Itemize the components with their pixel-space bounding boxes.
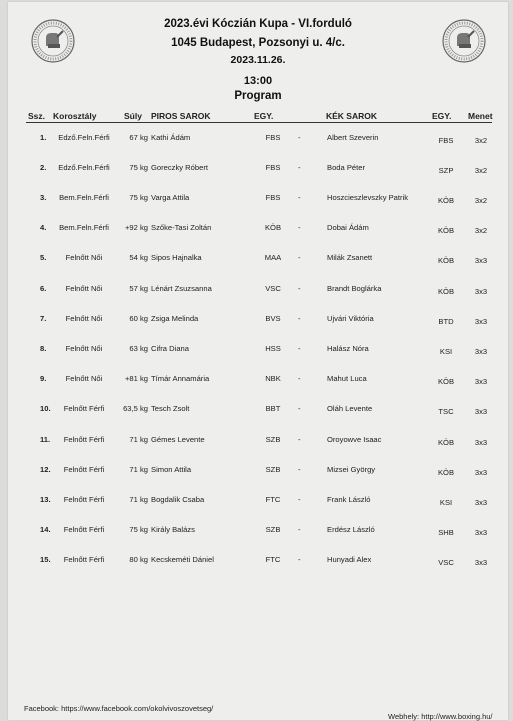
- row-suly: 57 kg: [129, 283, 148, 293]
- row-number: 12.: [40, 464, 51, 474]
- event-title: 2023.évi Kóczián Kupa - VI.forduló: [164, 18, 352, 30]
- row-dash: -: [298, 373, 301, 383]
- row-blue-club: KÖB: [437, 467, 455, 477]
- row-blue-club: KSI: [439, 346, 453, 356]
- row-number: 6.: [40, 283, 47, 293]
- row-dash: -: [298, 404, 301, 414]
- table-row: [26, 374, 492, 388]
- row-number: 8.: [40, 343, 47, 353]
- row-suly: 80 kg: [129, 554, 148, 564]
- row-red-fighter: Sipos Hajnalka: [151, 253, 202, 263]
- row-dash: -: [298, 434, 301, 444]
- row-red-fighter: Goreczky Róbert: [151, 163, 208, 173]
- table-row: [26, 193, 492, 207]
- row-red-club: BVS: [265, 313, 281, 323]
- row-suly: 75 kg: [129, 524, 148, 534]
- row-number: 9.: [40, 373, 47, 383]
- row-red-fighter: Simon Attila: [151, 464, 192, 474]
- row-red-fighter: Lénárt Zsuzsanna: [151, 283, 212, 293]
- row-number: 2.: [40, 163, 47, 173]
- row-korosztaly: Felnőtt Férfi: [63, 554, 105, 564]
- row-number: 4.: [40, 223, 47, 233]
- row-blue-club: FBS: [438, 136, 454, 145]
- row-dash: -: [298, 343, 301, 353]
- row-red-fighter: Cifra Diana: [151, 343, 189, 353]
- program-heading: Program: [234, 90, 282, 102]
- row-red-fighter: Zsiga Melinda: [151, 313, 199, 323]
- row-dash: -: [298, 494, 301, 504]
- row-dash: -: [298, 223, 301, 233]
- row-red-club: SZB: [265, 464, 281, 474]
- row-korosztaly: Edző.Feln.Férfi: [58, 163, 110, 173]
- table-row: [26, 404, 492, 418]
- row-red-club: HSS: [265, 343, 281, 353]
- table-row: [26, 344, 492, 358]
- row-number: 3.: [40, 193, 47, 203]
- row-blue-fighter: Halász Nóra: [327, 343, 369, 353]
- row-blue-fighter: Hoszcieszlevszky Patrik: [327, 193, 409, 203]
- row-dash: -: [298, 524, 301, 534]
- row-red-fighter: Szőke-Tasi Zoltán: [151, 223, 212, 233]
- footer-facebook: Facebook: https://www.facebook.com/okolvivoszovetseg/: [24, 704, 214, 713]
- column-ssz: Ssz.: [28, 111, 46, 121]
- row-menet: 3x3: [474, 467, 488, 477]
- row-blue-club: KÖB: [437, 226, 455, 236]
- row-blue-fighter: Dobai Ádám: [327, 223, 369, 233]
- row-red-fighter: Tesch Zsolt: [151, 404, 190, 414]
- table-row: [26, 435, 492, 449]
- row-blue-club: KÖB: [437, 286, 455, 296]
- row-korosztaly: Felnőtt Női: [65, 283, 103, 293]
- row-number: 14.: [40, 524, 51, 534]
- row-menet: 3x3: [474, 557, 488, 567]
- row-red-club: FTC: [265, 554, 281, 564]
- row-number: 7.: [40, 313, 47, 323]
- event-date: 2023.11.26.: [230, 54, 286, 66]
- row-dash: -: [298, 554, 301, 564]
- row-blue-fighter: Ujvári Viktória: [327, 313, 374, 323]
- row-blue-club: KÖB: [437, 376, 455, 386]
- row-red-club: KÖB: [264, 223, 282, 233]
- row-suly: 71 kg: [129, 494, 148, 504]
- row-menet: 3x2: [474, 196, 488, 206]
- row-dash: -: [298, 253, 301, 263]
- row-suly: 75 kg: [129, 193, 148, 203]
- row-red-club: FBS: [265, 193, 281, 203]
- row-number: 11.: [40, 434, 51, 444]
- row-red-fighter: Kecskeméti Dániel: [151, 554, 214, 564]
- row-blue-fighter: Boda Péter: [327, 163, 365, 173]
- table-row: [26, 495, 492, 509]
- row-menet: 3x3: [474, 407, 488, 417]
- row-blue-fighter: Mizsei György: [327, 464, 376, 474]
- row-blue-club: KÖB: [437, 196, 455, 206]
- table-row: [26, 555, 492, 569]
- row-korosztaly: Bem.Feln.Férfi: [59, 193, 109, 203]
- row-suly: +81 kg: [124, 373, 148, 383]
- row-blue-fighter: Albert Szeverin: [327, 133, 379, 142]
- row-blue-fighter: Oláh Levente: [327, 404, 373, 414]
- row-red-club: FBS: [265, 163, 281, 173]
- row-number: 13.: [40, 494, 51, 504]
- row-blue-club: KÖB: [437, 256, 455, 266]
- row-blue-club: BTD: [438, 316, 454, 326]
- row-menet: 3x2: [474, 136, 488, 145]
- document-sheet: [8, 2, 508, 720]
- row-blue-club: TSC: [438, 407, 454, 417]
- row-blue-fighter: Milák Zsanett: [327, 253, 373, 263]
- row-korosztaly: Felnőtt Női: [65, 373, 103, 383]
- row-suly: 63,5 kg: [123, 404, 148, 414]
- row-blue-fighter: Oroyowve Isaac: [327, 434, 382, 444]
- row-korosztaly: Felnőtt Női: [65, 313, 103, 323]
- row-menet: 3x2: [474, 226, 488, 236]
- row-menet: 3x3: [474, 527, 488, 537]
- event-time: 13:00: [243, 75, 273, 87]
- row-menet: 3x3: [474, 316, 488, 326]
- column-egy-blue: EGY.: [432, 111, 452, 121]
- row-dash: -: [298, 193, 301, 203]
- row-red-club: FTC: [265, 494, 281, 504]
- column-piros-sarok: PIROS SAROK: [151, 111, 211, 121]
- row-dash: -: [298, 163, 301, 173]
- row-korosztaly: Felnőtt Női: [65, 343, 103, 353]
- column-korosztaly: Korosztály: [53, 111, 97, 121]
- row-red-fighter: Kathi Ádám: [151, 133, 191, 142]
- row-blue-club: VSC: [438, 557, 454, 567]
- row-number: 15.: [40, 554, 51, 564]
- row-dash: -: [298, 283, 301, 293]
- row-blue-club: KÖB: [437, 437, 455, 447]
- row-menet: 3x3: [474, 346, 488, 356]
- row-korosztaly: Felnőtt Férfi: [63, 464, 105, 474]
- row-red-fighter: Bogdalik Csaba: [151, 494, 205, 504]
- row-korosztaly: Felnőtt Férfi: [63, 494, 105, 504]
- row-suly: 75 kg: [129, 163, 148, 173]
- table-row: [26, 314, 492, 328]
- row-red-club: VSC: [265, 283, 281, 293]
- row-menet: 3x3: [474, 497, 488, 507]
- row-menet: 3x3: [474, 286, 488, 296]
- row-red-club: SZB: [265, 524, 281, 534]
- row-number: 10.: [40, 404, 51, 414]
- row-suly: 71 kg: [129, 434, 148, 444]
- table-row: [26, 465, 492, 479]
- row-suly: 67 kg: [129, 133, 148, 142]
- row-menet: 3x3: [474, 437, 488, 447]
- row-menet: 3x2: [474, 166, 488, 176]
- row-blue-fighter: Hunyadi Alex: [327, 554, 372, 564]
- row-suly: 71 kg: [129, 464, 148, 474]
- row-number: 1.: [40, 133, 47, 142]
- row-korosztaly: Felnőtt Férfi: [63, 524, 105, 534]
- row-korosztaly: Felnőtt Férfi: [63, 434, 105, 444]
- event-address: 1045 Budapest, Pozsonyi u. 4/c.: [171, 37, 345, 49]
- row-blue-club: KSI: [439, 497, 453, 507]
- row-red-fighter: Varga Attila: [151, 193, 190, 203]
- footer-webhely: Webhely: http://www.boxing.hu/: [388, 712, 493, 721]
- table-row: [26, 253, 492, 267]
- row-red-club: SZB: [265, 434, 281, 444]
- row-korosztaly: Edző.Feln.Férfi: [58, 133, 110, 142]
- row-blue-fighter: Mahut Luca: [327, 373, 367, 383]
- row-red-club: FBS: [265, 133, 281, 142]
- row-suly: 60 kg: [129, 313, 148, 323]
- table-row: [26, 223, 492, 237]
- row-menet: 3x3: [474, 376, 488, 386]
- row-suly: +92 kg: [124, 223, 148, 233]
- row-blue-club: SZP: [438, 166, 454, 176]
- row-blue-fighter: Frank László: [327, 494, 371, 504]
- row-red-fighter: Tímár Annamária: [151, 373, 210, 383]
- row-dash: -: [298, 133, 301, 142]
- row-blue-club: SHB: [438, 527, 454, 537]
- row-korosztaly: Felnőtt Férfi: [63, 404, 105, 414]
- table-row: [26, 163, 492, 177]
- row-menet: 3x3: [474, 256, 488, 266]
- row-blue-fighter: Brandt Boglárka: [327, 283, 382, 293]
- row-red-club: BBT: [265, 404, 281, 414]
- row-red-club: MAA: [264, 253, 282, 263]
- column-suly: Súly: [124, 111, 142, 121]
- column-menet: Menet: [468, 111, 493, 121]
- row-red-fighter: Gémes Levente: [151, 434, 205, 444]
- row-suly: 63 kg: [129, 343, 148, 353]
- row-red-fighter: Király Balázs: [151, 524, 195, 534]
- column-egy-red: EGY.: [254, 111, 274, 121]
- row-red-club: NBK: [265, 373, 281, 383]
- column-kek-sarok: KÉK SAROK: [326, 111, 378, 121]
- table-row: [26, 525, 492, 539]
- row-dash: -: [298, 464, 301, 474]
- row-number: 5.: [40, 253, 47, 263]
- row-korosztaly: Bem.Feln.Férfi: [59, 223, 109, 233]
- row-dash: -: [298, 313, 301, 323]
- row-suly: 54 kg: [129, 253, 148, 263]
- row-korosztaly: Felnőtt Női: [65, 253, 103, 263]
- row-blue-fighter: Erdész László: [327, 524, 375, 534]
- table-row: [26, 284, 492, 298]
- table-header: [26, 108, 492, 123]
- table-row: [26, 133, 492, 147]
